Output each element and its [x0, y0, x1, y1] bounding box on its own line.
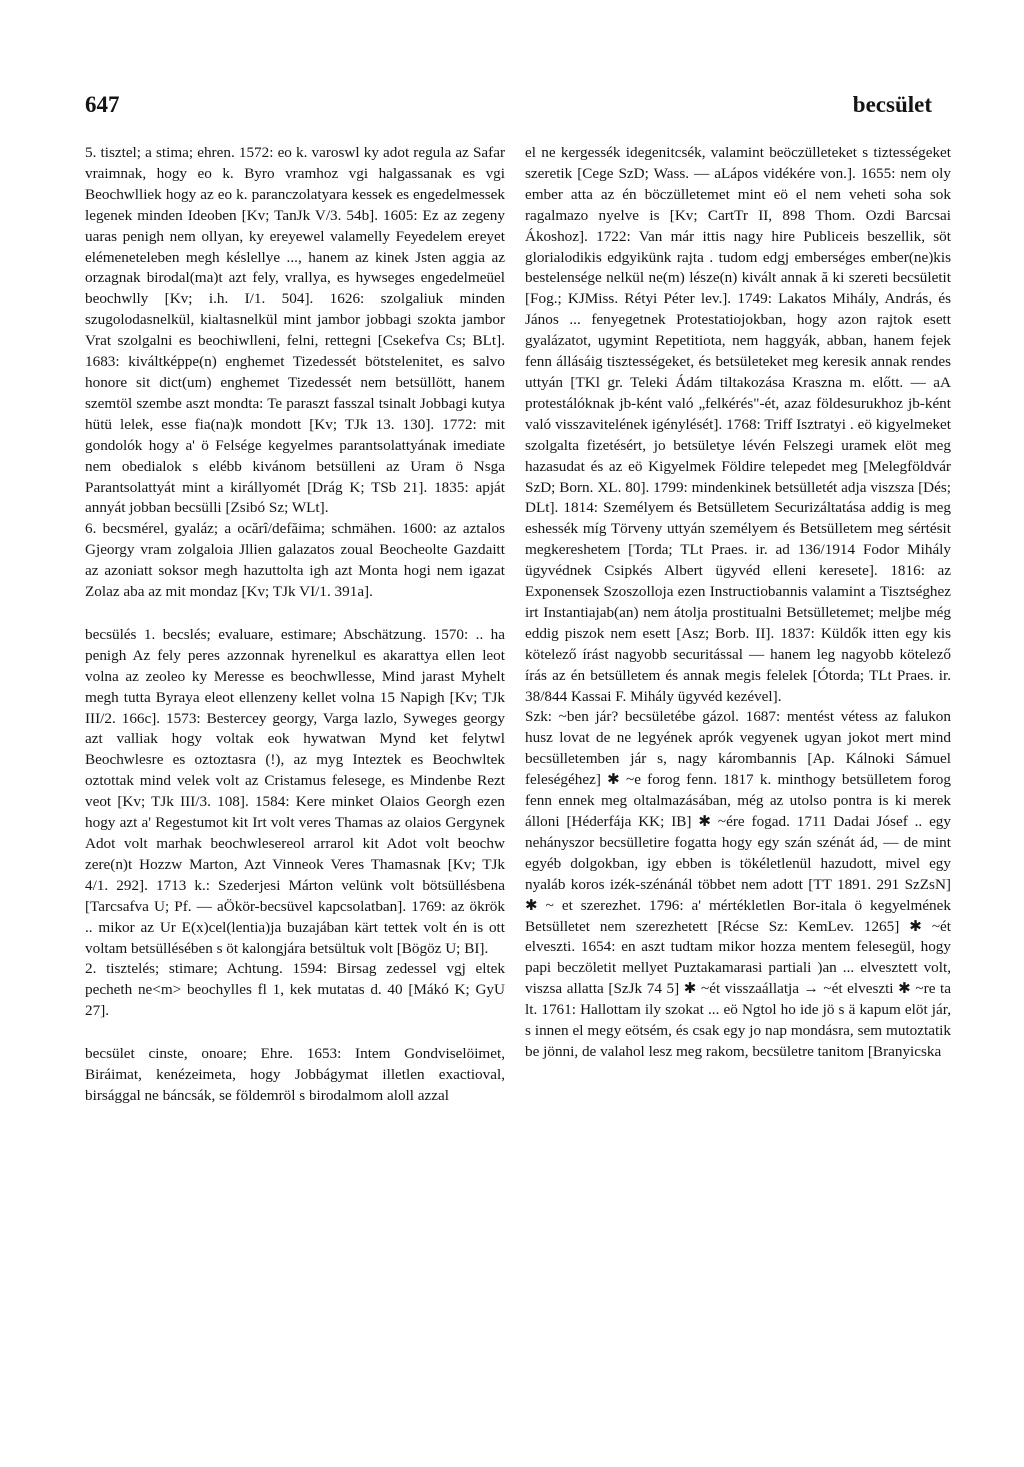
entry-paragraph: el ne kergessék idegenitcsék, valamint beöczülleteket s tiztességeket szeretik [Cege SzD; Wass. — aLápos vidékére von.]. 1655: nem oly ember atta az én böczülletemet mint eö el nem veheti soha sok ragalmazo nyelve is [Kv; CartTr II, 898 Thom. Ozdi Barcsai Ákoshoz]. 1722: Van már ittis nagy hire Publiceis beszellik, söt glorialodikis edgyikünk rajta . tudom edgj emberséges ember(ne)kis bestelensége nelkül ne(m) lésze(n) kivált annak ă ki szereti becsületit [Fog.; KJMiss. Rétyi Péter lev.]. 1749: Lakatos Mihály, András, és János ... fenyegetnek Protestatiojokban, hogy azon rajtok esett gyalázatot, ugymint Repetitiota, nem haggyák, abban, hanem fejek fenn állásáig tisztességeket, és betsületeket meg keresik annak rendes uttyán [TKl gr. Teleki Ádám tiltakozása Kraszna m. előtt. — aA protestálóknak jb-ként való „felkérés"-ét, azaz földesurukhoz jb-ként való visszavitelének igénylését]. 1768: Triff Isztratyi . eö kigyelmeket szolgalta fizetésért, jo betsületye lévén Felszegi uramek elöt meg hazasudat és az eö Kigyelmek Földire telepedet meg [Melegföldvár SzD; Born. XL. 80]. 1799: mindenkinek betsülletét adja viszsza [Dés; DLt]. 1814: Személyem és Betsülletem Securizáltatása addig is meg eshessék míg Törveny uttyán személyem és Betsülletem meg sértésit megkereshetem [Torda; TLt Praes. ir. ad 136/1914 Fodor Mihály ügyvédnek Csipkés Albert ügyvéd elleni keresete]. 1816: az Exponensek Szoszolloja ezen Instructiobannis valamint a Tisztséghez irt Instantiajab(an) nem átolja prostitualni Betsülletemet; meljbe még eddig piszok nem esett [Asz; Borb. II]. 1837: Küldők itten egy kis kötelező írást nagyobb securitással — hanem leg nagyobb kötelező írás az én betsülletem és annak megis felelek [Ótorda; TLt Praes. ir. 38/844 Kassai F. Mihály ügyvéd kezével]. — [525, 144, 951, 705]
running-headword: becsület — [852, 92, 932, 117]
entry-paragraph: becsület cinste, onoare; Ehre. 1653: Intem Gondviselöimet, Biráimat, kenézeimeta, hogy Jobbágymat illetlen exactioval, birsággal ne báncsák, se földemröl s birodalmom aloll azzal — [85, 1045, 505, 1104]
entry-paragraph: 2. tisztelés; stimare; Achtung. 1594: Birsag zedessel vgj eltek pecheth ne<m> beochylles fl 1, kek mutatas d. 40 [Mákó K; GyU 27]. — [85, 960, 505, 1020]
entry-paragraph: 6. becsmérel, gyaláz; a ocărî/defăima; schmähen. 1600: az aztalos Gjeorgy vram zolgaloia Jllien galazatos zoual Beocheolte Gazdaitt az azoniatt soksor megh hazuttolta igh azt Monta hogi nem igazat Zolaz aba az mit mondaz [Kv; TJk VI/1. 391a]. — [85, 520, 505, 601]
running-head — [85, 92, 932, 126]
right-column — [525, 143, 951, 1063]
entry-paragraph: Szk: ~ben jár? becsületébe gázol. 1687: mentést vétess az falukon husz lovat de ne legyének aprók vegyenek ugyan jokot mert mind becsülletemben jár s, nagy kárombannis [Ap. Kálnoki Sámuel feleségéhez] ✱ ~e forog fenn. 1817 k. minthogy betsülletem forog fenn ennek meg oltalmazásában, még az utolso pontra is ki merek álloni [Héderfája KK; IB] ✱ ~ére fogad. 1711 Dadai Jósef .. egy nehányszor becsülletire fogatta hogy egy szán szénát ád, — de mint egyéb dolgokban, igy ebben is tökéletlenül hazudott, mivel egy nyaláb koros izék-szénánál többet nem adott [TT 1891. 291 SzZsN] ✱ ~ et szerezhet. 1796: a' mértékletlen Bor-itala ö kegyelmének Betsülletet nem szerezhetett [Récse Sz: KemLev. 1265] ✱ ~ét elveszti. 1654: en aszt tudtam mikor hozza mentem felesegül, hogy papi beczöletit mellyet Puztakamarasi partiali )an ... elvesztett volt, viszsa allatta [SzJk 74 5] ✱ ~ét visszaállatja → ~ét elveszti ✱ ~re ta lt. 1761: Hallottam ily szokat ... eö Ngtol ho ide jö s ä kapum elöt jár, s innen el megy eötsém, és csak egy jo nap mondásra, sem mutoztatik be jönni, de valahol lesz meg rakom, becsületre tanitom [Branyicska — [525, 708, 951, 1060]
left-column — [85, 143, 505, 1107]
entry-paragraph: 5. tisztel; a stima; ehren. 1572: eo k. varoswl ky adot regula az Safar vraimnak, hogy eo k. Byro vramhoz vgi halgassanak es vgi Beochwlliek hogy az eo k. paranczolatyara kessek es engedelmessek legenek minden Ideoben [Kv; TanJk V/3. 54b]. 1605: Ez az zegeny uaras penigh nem ollyan, ky ereyewel valamelly Feyedelem ereyet elémeneteleben megh késlellye ..., hanem az kinek Jsten aggia az orzagnak birodal(ma)t azt fely, vrallya, es hywseges engedelmeüel beochwlly [Kv; i.h. I/1. 504]. 1626: szolgaliuk minden szugolodasnelkül, kialtasnelkül mint jambor jobbagi szokta jambor Vrat szolgalni es beochiwlleni, felni, rettegni [Csekefva Cs; BLt]. 1683: kiváltképpe(n) enghemet Tizedessét bötstelenitet, es salvo honore sit dict(um) enghemet Tizedessét nem betsüllött, hanem szemtöl szembe aszt mondta: Te paraszt fasszal tsinalt Jobbagi kutya hütü lelek, esse fia(na)k mondott [Kv; TJk 13. 130]. 1772: mit gondolók hogy a' ö Felsége kegyelmes parantsolattyának imediate nem obedialok s elébb kivánom betsülleni az Uram ö Nsga Parantsolattyát mint a királlyomét [Drág K; TSb 21]. 1835: apját annyát jobban becsülli [Zsibó Sz; WLt]. — [85, 144, 505, 517]
entry-paragraph: becsülés 1. becslés; evaluare, estimare; Abschätzung. 1570: .. ha penigh Az fely peres azzonnak hyrenelkul es akarattya ellen leot volna az zeoleo ky Meresse es beochwllesse, Mind jarast Myhelt megh tutta Byraya eleot ellenzeny kellet volna 15 Napigh [Kv; TJk III/2. 166c]. 1573: Bestercey georgy, Varga lazlo, Syweges georgy azt valliak hogy voltak eok hywatwan Mynd ket felytwl Beochwlesre es oztoztasra (!), az myg Inteztek es Beochwltek oztottak mind velek volt az Cristamus felesege, es Mindenbe Rezt veot [Kv; TJk III/3. 108]. 1584: Kere minket Olaios Georgh ezen hogy azt a' Regestumot kit Irt volt veres Thamas az olaios Gergynek Adot volt marhak beochwlesereol arrarol kit Adot volt beochw zere(n)t Hozzw Marton, Azt Vinneok Veres Thamasnak [Kv; TJk 4/1. 292]. 1713 k.: Szederjesi Márton velünk volt bötsüllésbena [Tarcsafva U; Pf. — aÖkör-becsüvel kapcsolatban]. 1769: az ökrök .. mikor az Ur E(x)cel(lentia)ja buzajában kärt tettek volt én is ott voltam betsüllésében s öt kalongjára betsültuk volt [Bögöz U; BI]. — [85, 625, 505, 957]
page-number: 647 — [85, 92, 120, 117]
